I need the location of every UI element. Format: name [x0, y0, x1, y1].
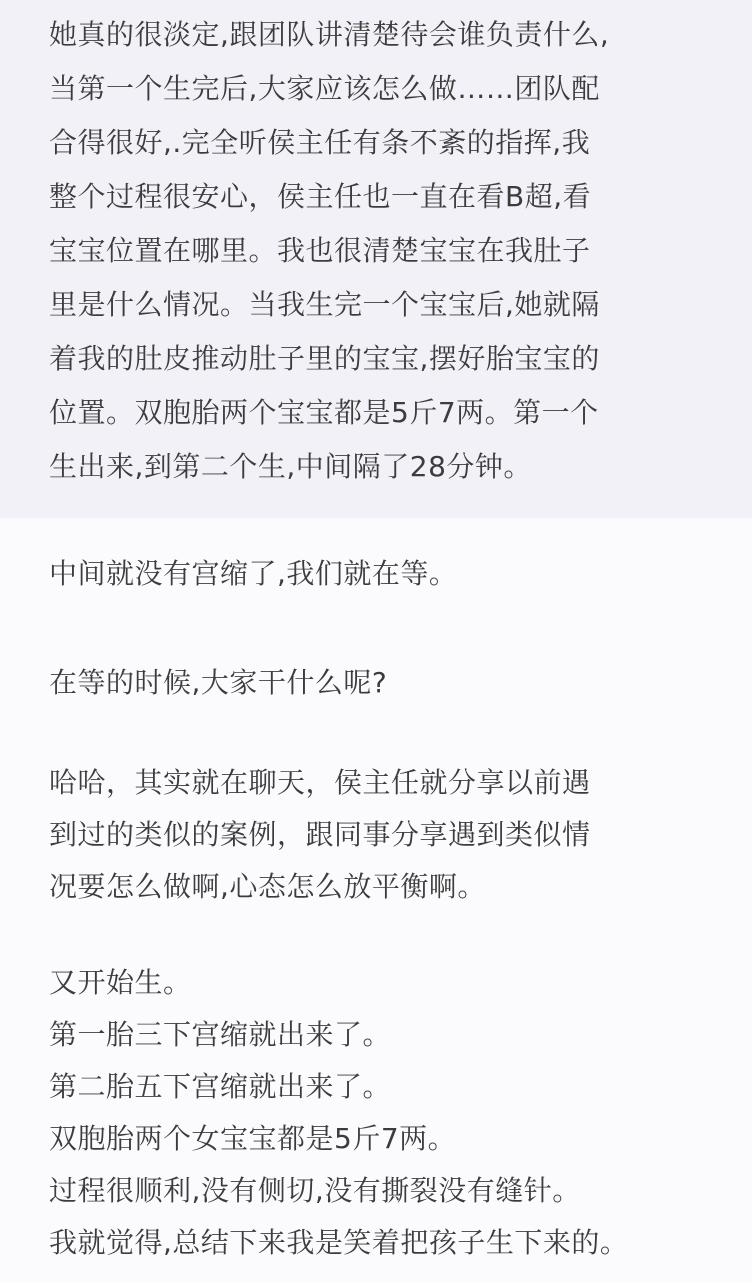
quote-line: 宝宝位置在哪里。我也很清楚宝宝在我肚子	[49, 234, 591, 267]
paragraph-waiting	[49, 548, 729, 600]
quote-line: 里是什么情况。当我生完一个宝宝后,她就隔	[49, 288, 600, 321]
quote-line: 生出来,到第二个生,中间隔了28分钟。	[49, 450, 532, 483]
quote-line: 她真的很淡定,跟团队讲清楚待会谁负责什么,	[49, 18, 610, 51]
paragraph-line: 第一胎三下宫缩就出来了。	[49, 1018, 392, 1051]
paragraph-line: 双胞胎两个女宝宝都是5斤7两。	[49, 1122, 457, 1155]
quote-text	[49, 8, 729, 494]
paragraph-line: 在等的时候,大家干什么呢?	[49, 666, 388, 699]
paragraph-line: 哈哈，其实就在聊天，侯主任就分享以前遇	[49, 766, 591, 799]
quote-line: 着我的肚皮推动肚子里的宝宝,摆好胎宝宝的	[49, 342, 600, 375]
paragraph-line: 第二胎五下宫缩就出来了。	[49, 1070, 392, 1103]
paragraph-line: 过程很顺利,没有侧切,没有撕裂没有缝针。	[49, 1174, 581, 1207]
paragraph-chatting	[49, 757, 729, 913]
paragraph-question	[49, 657, 729, 709]
paragraph-line: 又开始生。	[49, 966, 192, 999]
quote-line: 合得很好,.完全听侯主任有条不紊的指挥,我	[49, 126, 591, 159]
paragraph-line: 到过的类似的案例，跟同事分享遇到类似情	[49, 818, 591, 851]
paragraph-line: 我就觉得,总结下来我是笑着把孩子生下来的。	[49, 1226, 629, 1259]
paragraph-line: 中间就没有宫缩了,我们就在等。	[49, 557, 458, 590]
paragraph-birth-summary	[49, 957, 729, 1269]
quote-line: 位置。双胞胎两个宝宝都是5斤7两。第一个	[49, 396, 599, 429]
paragraph-line: 况要怎么做啊,心态怎么放平衡啊。	[49, 870, 486, 903]
quote-line: 当第一个生完后,大家应该怎么做……团队配	[49, 72, 600, 105]
quote-line: 整个过程很安心，侯主任也一直在看B超,看	[49, 180, 592, 213]
